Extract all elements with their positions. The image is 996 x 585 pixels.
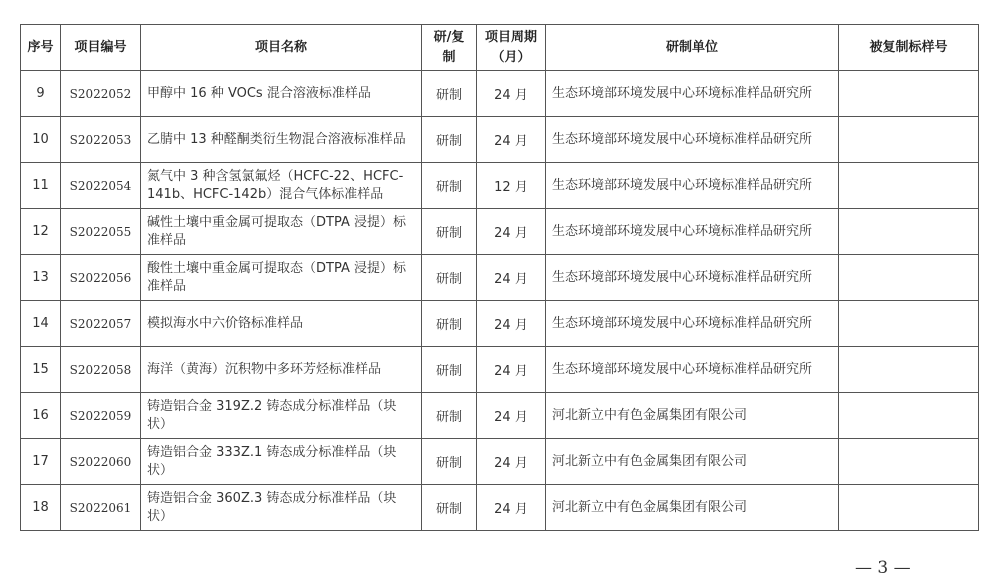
project-type: 研制: [422, 255, 477, 301]
project-code: S2022057: [61, 301, 141, 347]
copied-sample-no: [839, 71, 979, 117]
project-code: S2022061: [61, 485, 141, 531]
project-name: 海洋（黄海）沉积物中多环芳烃标准样品: [141, 347, 422, 393]
project-code: S2022060: [61, 439, 141, 485]
table-row: [21, 393, 979, 439]
developing-unit: 生态环境部环境发展中心环境标准样品研究所: [546, 117, 839, 163]
project-code: S2022056: [61, 255, 141, 301]
copied-sample-no: [839, 393, 979, 439]
project-code: S2022059: [61, 393, 141, 439]
project-period: 24 月: [477, 71, 546, 117]
copied-sample-no: [839, 301, 979, 347]
project-code: S2022058: [61, 347, 141, 393]
row-number: 10: [21, 117, 61, 163]
col-header-copied: 被复制标样号: [839, 25, 979, 71]
developing-unit: 河北新立中有色金属集团有限公司: [546, 439, 839, 485]
table-row: [21, 255, 979, 301]
project-period: 24 月: [477, 117, 546, 163]
copied-sample-no: [839, 209, 979, 255]
table-row: [21, 301, 979, 347]
project-type: 研制: [422, 393, 477, 439]
standard-samples-table: [20, 24, 979, 531]
row-number: 13: [21, 255, 61, 301]
project-name: 铸造铝合金 333Z.1 铸态成分标准样品（块状）: [141, 439, 422, 485]
developing-unit: 生态环境部环境发展中心环境标准样品研究所: [546, 301, 839, 347]
copied-sample-no: [839, 439, 979, 485]
table-header-row: [21, 25, 979, 71]
col-header-name: 项目名称: [141, 25, 422, 71]
project-code: S2022054: [61, 163, 141, 209]
developing-unit: 河北新立中有色金属集团有限公司: [546, 485, 839, 531]
row-number: 12: [21, 209, 61, 255]
copied-sample-no: [839, 163, 979, 209]
project-period: 24 月: [477, 393, 546, 439]
project-type: 研制: [422, 71, 477, 117]
col-header-code: 项目编号: [61, 25, 141, 71]
project-type: 研制: [422, 301, 477, 347]
col-header-unit: 研制单位: [546, 25, 839, 71]
project-type: 研制: [422, 485, 477, 531]
copied-sample-no: [839, 117, 979, 163]
row-number: 18: [21, 485, 61, 531]
project-name: 铸造铝合金 319Z.2 铸态成分标准样品（块状）: [141, 393, 422, 439]
project-period: 24 月: [477, 439, 546, 485]
row-number: 11: [21, 163, 61, 209]
col-header-type: 研/复 制: [422, 25, 477, 71]
row-number: 14: [21, 301, 61, 347]
project-name: 氮气中 3 种含氢氯氟烃（HCFC-22、HCFC-141b、HCFC-142b）混合气体标准样品: [141, 163, 422, 209]
project-period: 24 月: [477, 347, 546, 393]
table-row: [21, 163, 979, 209]
table-row: [21, 71, 979, 117]
table-row: [21, 439, 979, 485]
row-number: 9: [21, 71, 61, 117]
project-code: S2022055: [61, 209, 141, 255]
developing-unit: 生态环境部环境发展中心环境标准样品研究所: [546, 347, 839, 393]
table-row: [21, 347, 979, 393]
page-number: — 3 —: [855, 558, 911, 578]
project-type: 研制: [422, 209, 477, 255]
table-row: [21, 117, 979, 163]
project-type: 研制: [422, 439, 477, 485]
copied-sample-no: [839, 485, 979, 531]
project-name: 酸性土壤中重金属可提取态（DTPA 浸提）标准样品: [141, 255, 422, 301]
table-row: [21, 209, 979, 255]
project-type: 研制: [422, 347, 477, 393]
project-period: 24 月: [477, 255, 546, 301]
project-name: 铸造铝合金 360Z.3 铸态成分标准样品（块状）: [141, 485, 422, 531]
project-period: 24 月: [477, 301, 546, 347]
project-code: S2022053: [61, 117, 141, 163]
developing-unit: 生态环境部环境发展中心环境标准样品研究所: [546, 209, 839, 255]
developing-unit: 河北新立中有色金属集团有限公司: [546, 393, 839, 439]
project-name: 乙腈中 13 种醛酮类衍生物混合溶液标准样品: [141, 117, 422, 163]
copied-sample-no: [839, 347, 979, 393]
table-row: [21, 485, 979, 531]
developing-unit: 生态环境部环境发展中心环境标准样品研究所: [546, 71, 839, 117]
project-code: S2022052: [61, 71, 141, 117]
project-name: 碱性土壤中重金属可提取态（DTPA 浸提）标准样品: [141, 209, 422, 255]
project-period: 24 月: [477, 485, 546, 531]
row-number: 17: [21, 439, 61, 485]
project-period: 24 月: [477, 209, 546, 255]
col-header-no: 序号: [21, 25, 61, 71]
copied-sample-no: [839, 255, 979, 301]
project-type: 研制: [422, 117, 477, 163]
row-number: 15: [21, 347, 61, 393]
row-number: 16: [21, 393, 61, 439]
developing-unit: 生态环境部环境发展中心环境标准样品研究所: [546, 163, 839, 209]
project-name: 甲醇中 16 种 VOCs 混合溶液标准样品: [141, 71, 422, 117]
project-period: 12 月: [477, 163, 546, 209]
developing-unit: 生态环境部环境发展中心环境标准样品研究所: [546, 255, 839, 301]
col-header-period: 项目周期 （月）: [477, 25, 546, 71]
project-type: 研制: [422, 163, 477, 209]
project-name: 模拟海水中六价铬标准样品: [141, 301, 422, 347]
